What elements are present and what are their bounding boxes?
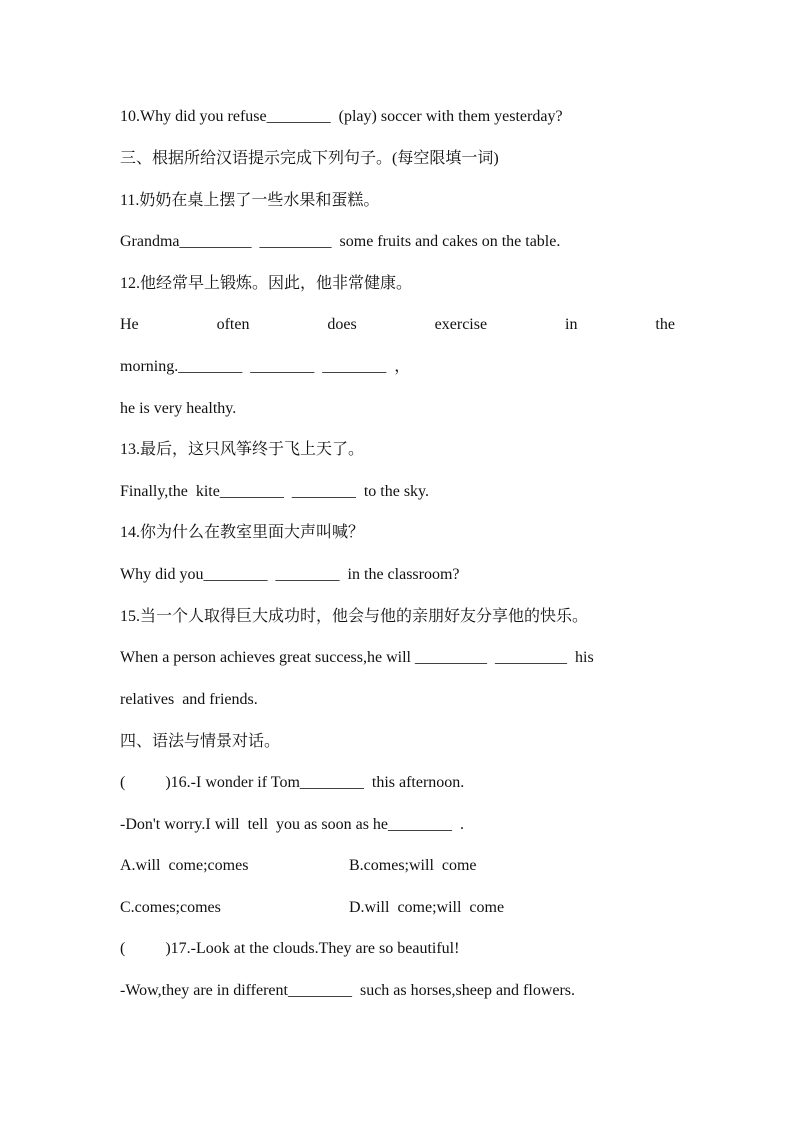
question-17-reply: -Wow,they are in different________ such as horses,sheep and flowers. [120, 982, 576, 999]
word: does [327, 316, 357, 333]
option-a: A.will come;comes [120, 857, 249, 874]
option-b: B.comes;will come [349, 857, 477, 874]
question-12-english-line-2: morning.________ ________ ________ ， [120, 358, 411, 375]
section-3-header: 三、根据所给汉语提示完成下列句子。(每空限填一词) [120, 150, 499, 167]
question-14-chinese: 14.你为什么在教室里面大声叫喊？ [120, 524, 365, 541]
question-15-english-line-2: relatives and friends. [120, 691, 258, 708]
question-17-stem: ( )17.-Look at the clouds.They are so beautiful! [120, 940, 460, 957]
word: in [565, 316, 578, 333]
word: often [216, 316, 250, 333]
word: exercise [434, 316, 488, 333]
question-12-english-line-1 [120, 315, 675, 335]
question-15-english-line-1: When a person achieves great success,he will _________ _________ his [120, 649, 594, 666]
option-c: C.comes;comes [120, 899, 221, 916]
word: He [120, 316, 139, 333]
question-14-english: Why did you________ ________ in the classroom? [120, 566, 460, 583]
question-10: 10.Why did you refuse________ (play) soccer with them yesterday? [120, 108, 563, 125]
question-16-reply: -Don't worry.I will tell you as soon as he________ . [120, 816, 465, 833]
question-16-stem: ( )16.-I wonder if Tom________ this afternoon. [120, 774, 465, 791]
question-12-chinese: 12.他经常早上锻炼。因此，他非常健康。 [120, 275, 413, 292]
word: the [655, 316, 675, 333]
question-12-english-line-3: he is very healthy. [120, 400, 237, 417]
option-d: D.will come;will come [349, 899, 505, 916]
question-15-chinese: 15.当一个人取得巨大成功时，他会与他的亲朋好友分享他的快乐。 [120, 608, 589, 625]
question-13-chinese: 13.最后，这只风筝终于飞上天了。 [120, 441, 365, 458]
section-4-header: 四、语法与情景对话。 [120, 733, 281, 750]
question-13-english: Finally,the kite________ ________ to the sky. [120, 483, 430, 500]
question-11-english: Grandma_________ _________ some fruits and cakes on the table. [120, 233, 561, 250]
question-11-chinese: 11.奶奶在桌上摆了一些水果和蛋糕。 [120, 192, 380, 209]
